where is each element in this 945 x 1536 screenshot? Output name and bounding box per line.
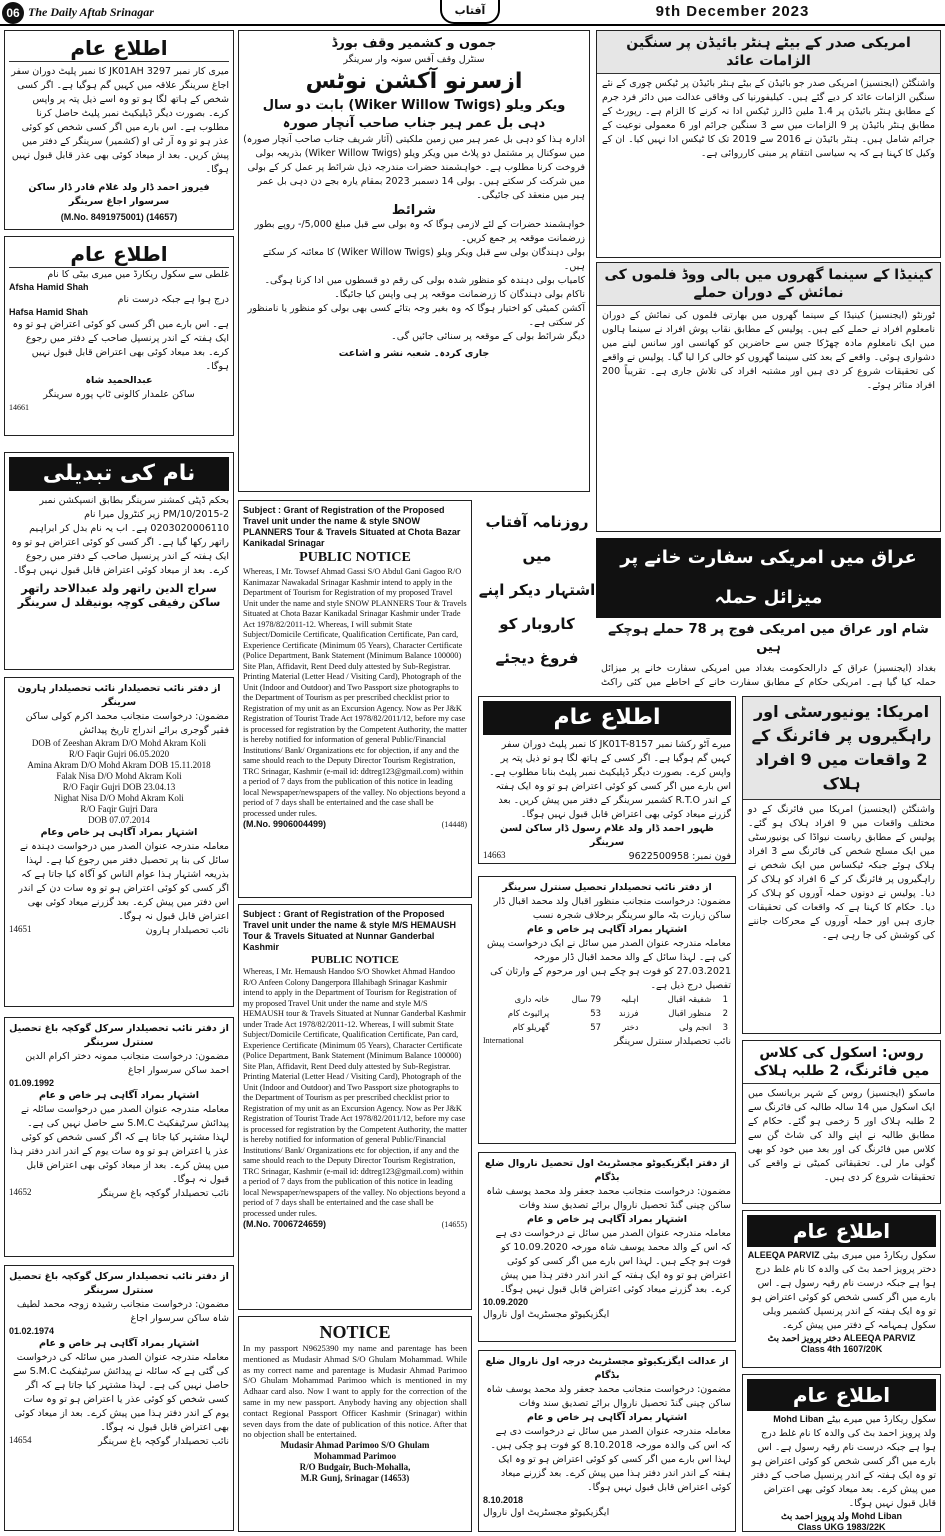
notice-body: معاملہ مندرجہ عنوان الصدر میں درخواست دہندہ نے سائل کی بنا پر تحصیل دفتر میں رجوع کیا ہے۔ لہذا بذریعہ اشتہار ہذا عوام الناس کو آگاہ کیا جاتا ہے کہ اگر کسی کو کوئی اعتراض ہو تو وہ سات دن کے اندر اس دفتر میں پیش کرے۔ بعد گزرنے میعاد کوئی بھی اعتراض قابل قبول نہ ہوگا۔	[18, 841, 229, 922]
notice-signature: سراج الدین راتھر ولد عبدالاحد راتھر	[21, 582, 217, 595]
notice-body: میری کار نمبر 3297 JK01AH کا نمبر پلیٹ دوران سفر اجاغ سرینگر علاقہ میں کہیں گم ہوگیا ہے۔ اگر کسی شخص کے ہاتھ لگا ہو تو وہ اسے ذیل پتہ پر واپس کرے۔ بصورت دیگر ڈپلیکیٹ نمبر پلیٹ حاصل کرنا مطلوب ہے۔ اس بارے میں اگر کسی شخص کو کوئی عذر ہو تو وہ آر ٹی او (کشمیر) سرینگر کے دفتر میں پیش کریں۔ بعد از میعاد کوئی بھی عذر قابل قبول نہیں ہوگا۔	[11, 66, 229, 175]
page-number: 06	[2, 2, 24, 24]
news-body: ماسکو (ایجنسیز) روس کے شہر بریانسک میں ایک اسکول میں 14 سالہ طالبہ کی فائرنگ سے 2 طلبہ ہلاک اور 5 زخمی ہو گئے۔ حکام کے مطابق طالبہ نے اپنے والد کی شاٹ گن سے کلاس میں فائرنگ کی اور بعد میں خود کو بھی گولی مار لی۔ تحقیقاتی کمیٹی نے واقعے کی تحقیقات شروع کر دی ہیں۔	[748, 1088, 935, 1183]
notice-intro: مضمون: درخواست منجانب منظور اقبال ولد محمد اقبال ڈار ساکن زیارت بٹہ مالو سرینگر برخلاف شجرہ نسب	[493, 896, 731, 921]
correct-name: Hafsa Hamid Shah	[9, 307, 89, 317]
cell: 53	[590, 1009, 602, 1019]
notice-sign: نائب تحصیلدار سنترل سرینگر	[614, 1036, 731, 1047]
auction-title: ازسرنو آکشن نوٹس	[305, 69, 523, 94]
notice-intro: مضمون: درخواست منجانب محمد جعفر ولد محمد یوسف شاہ ساکن چینی گنڈ تحصیل ناروال برائے تصدیق سند وفات	[486, 1186, 731, 1211]
notice-signature: ظہور احمد ڈار ولد غلام رسول ڈار ساکن لسن سرینگر	[500, 823, 714, 848]
notice-body: معاملہ مندرجہ عنوان الصدر میں سائلہ کی درخواست کی گئی ہے کہ سائلہ نے پیدائش سرٹیفکیٹ S.M.C سے حاصل نہیں کی ہے۔ لہذا مشتہر کیا جاتا ہے کہ اگر کسی شخص کو کوئی عذر یا اعتراض ہو تو وہ سات یوم کے اندر دفتر ہذا میں پیش کرے۔ بعد از میعاد کوئی بھی اعتراض قابل قبول نہ ہوگا۔	[13, 1352, 229, 1433]
condition-item: آکشن کمیٹی کو اختیار ہوگا کہ وہ بغیر وجہ بتائے کسی بھی بولی کو منظور یا نامنظور کر سکتی ہے۔	[247, 303, 585, 328]
notice-subject: Subject : Grant of Registration of the Proposed Travel unit under the name & style SNOW PLANNERS Tour & Travels Situated at Chota Bazar Kanikadal Srinagar	[243, 505, 461, 548]
news-russia-school	[742, 1040, 941, 1204]
notice-subheading: اشتہار بمراد آگاہی ہر خاص و عام	[38, 1338, 200, 1349]
death-date: 8.10.2018	[483, 1495, 524, 1505]
conditions-title: شرائط	[391, 203, 437, 218]
news-iraq-embassy	[596, 538, 941, 690]
notice-line: سکول ریکارڈ میں میری بیٹی	[822, 1250, 936, 1261]
table-row	[483, 1021, 731, 1035]
notice-body: معاملہ مندرجہ عنوان الصدر میں سائل نے درخواست دی ہے کہ اس کے والد محمد یوسف شاہ مورخہ 10.09.2020 کو فوت ہو چکے ہیں۔ لہذا اس بارے میں اگر کسی کو کوئی اعتراض ہو تو وہ ایک ہفتہ کے اندر اندر دفتر ہذا میں پیش کرے۔ بعد گزرنے میعاد کوئی اعتراض قابل قبول نہیں ہوگا۔	[495, 1228, 731, 1295]
notice-subheading: اشتہار بمراد آگاہی ہر خاص و عام	[526, 1214, 688, 1225]
notice-body: معاملہ مندرجہ عنوان الصدر میں سائل نے درخواست دی ہے کہ اس کی والدہ مورخہ 8.10.2018 کو فوت ہو چکی ہیں۔ لہذا اس بارے میں اگر کسی کو کوئی اعتراض ہو تو وہ ایک ہفتہ کے اندر اندر دفتر ہذا میں پیش کرے۔ بعد گزرنے میعاد کوئی اعتراض قابل قبول نہیں ہوگا۔	[490, 1426, 731, 1493]
cell: فرزند	[618, 1009, 639, 1019]
notice-phone: فون نمبر: 9622500958	[628, 851, 731, 862]
notice-car-plate	[4, 30, 234, 230]
notice-dob-mamoona	[4, 1017, 234, 1257]
notice-sign: ایگزیکیوٹو مجسٹریٹ اول ناروال	[483, 1309, 610, 1320]
notice-title: اطلاع عام	[9, 35, 229, 62]
news-headline: امریکا: یونیورسٹی اور راہگیروں پر فائرنگ کے 2 واقعات میں 9 افراد ہلاک	[743, 697, 940, 800]
notice-death-1	[478, 1152, 736, 1342]
notice-intro: مضمون: درخواست منجانب محمد اکرم کولی ساکن فقیر گوجری برائے اندراج تاریخ پیدائش	[25, 711, 229, 736]
notice-death-2	[478, 1350, 736, 1532]
notice-line: درج ہوا ہے جبکہ درست نام	[117, 294, 229, 305]
dob-entry: DOB 07.07.2014	[88, 815, 150, 825]
waqf-auction-notice	[238, 30, 590, 492]
notice-intro: مضمون: درخواست منجانب محمد جعفر ولد محمد یوسف شاہ ساکن چینی گنڈ تحصیل ناروال برائے تصدیق سند وفات	[486, 1384, 731, 1409]
cell: 3	[722, 1023, 728, 1033]
notice-title: PUBLIC NOTICE	[311, 954, 399, 966]
promo-line: روزنامہ آفتاب میں	[485, 513, 589, 565]
notice-address: ساکن رفیقی کوچہ بونیقلد ل سرینگر	[17, 596, 221, 609]
student-name: ALEEQA PARVIZ	[747, 1250, 820, 1260]
notice-body: معاملہ مندرجہ عنوان الصدر میں سائل نے ایک درخواست پیش کی ہے۔ لہذا سائل کے والد محمد اقبال ڈار مورخہ 27.03.2021 کو فوت ہو چکے ہیں اور مرحوم کے وارثان کی تفصیل درج ذیل ہے۔	[487, 938, 731, 991]
notice-contact: (M.No. 7006724659)	[243, 1219, 327, 1229]
notice-ref: 14654	[9, 1435, 32, 1445]
news-body: بغداد (ایجنسیز) عراق کے دارالحکومت بغداد میں امریکی سفارت خانے پر میزائل حملہ کیا گیا ہے۔ امریکی حکام کے مطابق سفارت خانے کے احاطے میں کئی راکٹ	[601, 663, 936, 688]
notice-dob-akram	[4, 677, 234, 1007]
notice-signature: فیروز احمد ڈار ولد غلام قادر ڈار ساکن سرسوار اجاغ سرینگر	[28, 182, 210, 207]
notice-ref: (14448)	[441, 820, 467, 829]
office-header: از عدالت ایگزیکیوٹو مجسٹریٹ درجہ اول ناروال ضلع بڈگام	[485, 1356, 729, 1381]
notice-intro: مضمون: درخواست منجانب ممونہ دختر اکرام الدین احمد ساکن سرسوار اجاغ	[25, 1051, 229, 1076]
paper-logo: آفتاب	[440, 0, 500, 24]
dob-entry: R/O Faqir Gujri DOB 23.04.13	[62, 782, 176, 792]
public-notice-snow-planners	[238, 500, 472, 898]
notice-title: اطلاع عام	[9, 241, 229, 268]
office-header: از دفتر نائب تحصیلدار نائب تحصیلدار ہارون سرینگر	[17, 683, 221, 708]
dob-entry: Nighat Nisa D/O Mohd Akram Koli	[54, 793, 184, 803]
masthead	[0, 0, 945, 26]
condition-item: خواہشمند حضرات کے لئے لازمی ہوگا کہ وہ بولی سے قبل مبلغ 5,000/- روپے بطور زرضمانت موقعہ پر جمع کریں۔	[254, 219, 585, 244]
news-us-shooting	[742, 696, 941, 1034]
notice-body: بحکم ڈپٹی کمشنر سرینگر بطابق انسپکشن نمبر PM/10/2015-2 زیر کنٹرول میرا نام 0203020006110 ہے۔ اب یہ نام بدل کر ابراہیم راتھر رکھا گیا ہے۔ اگر کسی کو کوئی اعتراض ہو تو وہ ایک ہفتہ کے اندر پرنسپل صاحب کے دفتر میں رجوع کرے۔ بعد از میعاد کوئی اعتراض قابل قبول نہیں ہوگا۔	[11, 495, 229, 576]
notice-body: معاملہ مندرجہ عنوان الصدر میں درخواست سائلہ نے پیدائش سرٹیفکیٹ S.M.C سے حاصل نہیں کی ہے۔ لہذا مشتہر کیا جاتا ہے کہ اگر کسی شخص کو کوئی عذر یا اعتراض ہو تو وہ سات یوم کے اندر اندر دفتر ہذا میں پیش کرے۔ بعد از میعاد کوئی بھی اعتراض قابل قبول نہ ہوگا۔	[10, 1104, 229, 1185]
notice-title: اطلاع عام	[747, 1215, 936, 1247]
dob-date: 01.09.1992	[9, 1078, 55, 1088]
news-body: ٹورنٹو (ایجنسیز) کینیڈا کے سینما گھروں میں بھارتی فلموں کی نمائش کے دوران نامعلوم افراد نے حملے کیے ہیں۔ پولیس کے مطابق نقاب پوش افراد نے سینما ہالوں میں ایک نامعلوم مادہ چھڑکا جس سے حاضرین کو کھانسی اور سانس لینے میں دشواری ہوئی۔ واقعے کے بعد کئی سینما گھروں کو خالی کرا لیا گیا۔ پولیس نے واقعے کی تحقیقات شروع کر دی ہیں اور مشتبہ افراد کی تلاش جاری ہے۔ تقریباً 200 افراد متاثر ہوئے۔	[602, 310, 935, 391]
passport-notice	[238, 1316, 472, 1532]
dob-date: 01.02.1974	[9, 1326, 55, 1336]
org-name: جموں و کشمیر وقف بورڈ	[331, 36, 497, 51]
notice-signature: ALEEQA PARVIZ دختر پرویز احمد بٹ	[767, 1333, 916, 1343]
class-admission: Class 4th 1607/20K	[800, 1344, 883, 1354]
news-body: واشنگٹن (ایجنسیز) امریکی صدر جو بائیڈن کے بیٹے ہنٹر بائیڈن پر ٹیکس چوری کے نئے سنگین الزامات عائد کر دیے گئے ہیں۔ کیلیفورنیا کی وفاقی عدالت میں دائر فرد جرم کے مطابق ہنٹر بائیڈن پر 1.4 ملین ڈالرز ٹیکس ادا نہ کرنے کا الزام ہے۔ رپورٹ کے مطابق ہنٹر بائیڈن پر 9 الزامات میں سے 3 سنگین جرائم اور 6 معمولی نوعیت کے جرائم شامل ہیں۔ ہنٹر بائیڈن نے 2016 سے 2019 تک کا ٹیکس ادا نہیں کیا۔ ان کے وکیل کا کہنا ہے کہ یہ سیاسی انتقام پر مبنی کارروائی ہے۔	[602, 78, 935, 159]
cell: پرائیوٹ کام	[507, 1009, 550, 1019]
news-subheadline: شام اور عراق میں امریکی فوج پر 78 حملے ہوچکے ہیں	[608, 622, 929, 655]
cell: دختر	[622, 1023, 639, 1033]
student-name: Mohd Liban	[773, 1414, 824, 1424]
cell: گھریلو کام	[512, 1023, 550, 1033]
notice-aleeqa	[742, 1210, 941, 1368]
heirs-table	[483, 993, 731, 1035]
notice-title: اطلاع عام	[483, 701, 731, 735]
notice-title: PUBLIC NOTICE	[299, 550, 411, 565]
notice-body: Whereas, I Mr. Towsef Ahmad Gassi S/O Abdul Gani Gagoo R/O Kanimazar Nawakadal Srinagar Kashmir intend to apply in the Department of Tourism for Registration of my proposed Travel Unit under the name and style SNOW PLANNERS Tour & Travels Situated at Chota Bazar Kanikadal Srinagar Kashmir under Trade Act 1978/82/2011-12. Whereas, I will submit State Subject/Domicile Certificate, Qualification Certificate, Pan card, Experience Certificate (Minimum 05 Years), Character Certificate (Police Department, Bank Statement (Minimum Balance 100000) Site Plan, Affidavit, Rent Deed duly attested by Sub-Registrar. Printing Material (Letter Head / Visiting Card), Photograph of the Unit (Indoor and Outdoor) and Two Passport size photographs to the Department of Tourism as per prescribed checklist prior to Registration of my unit as an Excursion Agency. Now as Per J&K Registration of Tourist Trade Act 1978/82/2011/12, before my case is processed for registration by the Competent Authority, the matter is hereby notified for information of general Public/Financial Institutions/ Bank/ Organizations etc for objection, if any and the same should reach to the Deputy Director Tourism Registration, TRC Srinagar, Kashmir (e-mail id: ddtreg123@gmail.com) within a period of 7 days from the publication of this notice in leading local Newspaper/newspapers of the valley. No objections beyond a period of 7 days shall be entertained and the case shall be processed under rules.	[243, 567, 467, 818]
notice-ref: 14652	[9, 1187, 32, 1197]
notice-sign: نائب تحصیلدار ہارون	[145, 925, 229, 936]
news-headline: کینیڈا کے سینما گھروں میں بالی ووڈ فلموں کی نمائش کے دوران حملے	[597, 263, 940, 306]
condition-item: دیگر شرائط بولی کے موقعہ پر سنائی جائیں گی۔	[391, 331, 585, 342]
notice-ref: (14653)	[380, 1473, 410, 1484]
notice-subheading: اشتہار بمراد آگاہی ہر خاص و عام	[526, 924, 688, 935]
dob-entry: R/O Faqir Gujri Dara	[80, 804, 158, 814]
cell: اہلیہ	[620, 995, 639, 1005]
org-sub: سنٹرل وقف آفس سونہ وار سرینگر	[343, 54, 485, 65]
notice-subheading: اشتہار بمراد آگاہی ہر خاص وعام	[40, 827, 198, 838]
notice-signature: Mohd Liban ولد پرویز احمد بٹ	[781, 1511, 902, 1521]
promo-line: اشتہار دیکر اپنے	[478, 581, 596, 599]
cell: انجم ولی	[678, 1023, 712, 1033]
table-row	[483, 1007, 731, 1021]
office-header: از دفتر نائب تحصیلدار سرکل گوکچہ باغ تحصیل سنترل سرینگر	[9, 1023, 229, 1048]
notice-sign: نائب تحصیلدار گوکچہ باغ سرینگر	[98, 1188, 229, 1199]
notice-body: ولد پرویز احمد بٹ کی والدہ کا نام غلط درج ہوا ہے جبکہ درست نام رقیہ رسول ہے۔ اس بارے میں اگر کسی شخص کو کوئی اعتراض ہو تو وہ ایک ہفتہ کے اندر پرنسپل صاحب کے دفتر میں پیش کرے۔ بعد میعاد کوئی بھی اعتراض قابل قبول نہیں ہوگا۔	[751, 1428, 936, 1509]
news-hunter-biden	[596, 30, 941, 258]
notice-address: R/O Budgair, Buch-Mohalla,	[299, 1462, 411, 1473]
notice-dob-rashida	[4, 1265, 234, 1531]
public-notice-hemaush	[238, 904, 472, 1310]
condition-item: کامیاب بولی دہندہ کو منظور شدہ بولی کی رقم دو قسطوں میں ادا کرنا ہوگی۔	[264, 275, 585, 286]
auction-item: ویکر ویلو (Wiker Willow Twigs) بابت دو سال	[262, 98, 566, 113]
notice-signature: Mohammad Parimoo	[313, 1451, 397, 1462]
wrong-name: Afsha Hamid Shah	[9, 282, 89, 292]
notice-subject: Subject : Grant of Registration of the Proposed Travel unit under the name & style M/S HEMAUSH Tour & Travels Situated at Nunnar Ganderbal Kashmir	[243, 909, 457, 952]
condition-item: ناکام بولی دہندگان کا زرضمانت موقعہ پر ہی واپس کیا جائیگا۔	[334, 289, 585, 300]
cell: 2	[722, 1009, 728, 1019]
notice-intro: مضمون: درخواست منجانب رشیدہ زوجہ محمد لطیف شاہ ساکن سرسوار اجاغ	[16, 1299, 229, 1324]
news-headline: عراق میں امریکی سفارت خانے پر میزائل حملہ	[596, 538, 941, 618]
notice-subheading: اشتہار بمراد آگاہی ہر خاص و عام	[38, 1090, 200, 1101]
notice-contact: (M.No. 9906004499)	[243, 819, 327, 829]
auction-body: ادارہ ہذا کو دہی بل عمر ہیر میں زمین ملکیتی (آثار شریف جناب صاحب آنچار صورہ) میں سوکنال پر مشتمل دو پلاٹ میں ویکر ویلو (Wiker Willow Twigs) بذریعہ بولی فروخت کرنا مطلوب ہے۔ خواہشمند حضرات مندرجہ ذیل شرائط پر عمل کر کے بولی میں شرکت کر سکتے ہیں۔ بولی 14 دسمبر 2023 بمقام یارہ بجے دن دہی بل عمر ہیر میں منعقد کی جائیگی۔	[243, 134, 585, 201]
class-admission: Class UKG 1983/22K	[797, 1522, 886, 1532]
notice-title: NOTICE	[319, 1322, 391, 1342]
notice-line: سکول ریکارڈ میں میرے بیٹے	[826, 1414, 936, 1425]
notice-address: ساکن علمدار کالونی ٹاپ پورہ سرینگر	[43, 389, 195, 400]
notice-signature: Mudasir Ahmad Parimoo S/O Ghulam	[280, 1440, 430, 1451]
notice-sign: ایگزیکیوٹو مجسٹریٹ اول ناروال	[483, 1507, 610, 1518]
notice-sign: نائب تحصیلدار گوکچہ باغ سرینگر	[98, 1436, 229, 1447]
notice-mohd-liban	[742, 1374, 941, 1532]
notice-address: M.R Gunj, Srinagar	[300, 1473, 379, 1484]
cell: منظور اقبال	[668, 1009, 712, 1019]
notice-line: غلطی سے سکول ریکارڈ میں میری بیٹی کا نام	[47, 269, 229, 280]
auction-place: دہی بل عمر ہیر جناب صاحب آنچار صورہ	[282, 116, 546, 131]
notice-ref: International	[483, 1036, 524, 1045]
news-headline: امریکی صدر کے بیٹے ہنٹر بائیڈن پر سنگین الزامات عائد	[597, 31, 940, 74]
notice-title: اطلاع عام	[747, 1379, 936, 1411]
notice-body: میرے آٹو رکشا نمبر JK01T-8157 کا نمبر پلیٹ دوران سفر کہیں گم ہوگیا ہے۔ اگر کسی کے ہاتھ لگا ہو تو ذیل پتہ پر واپس کرے۔ بصورت دیگر ڈپلیکیٹ نمبر پلیٹ بنانا مطلوب ہے۔ اس بارے میں اگر کسی کو کوئی اعتراض ہو تو وہ ایک ہفتہ کے اندر R.T.O کشمیر سرینگر کے دفتر میں پیش کریں۔ بعد گزرنے میعاد کوئی بھی اعتراض قابل قبول نہیں ہوگا۔	[489, 739, 731, 820]
table-row	[483, 993, 731, 1007]
office-header: از دفتر ایگزیکیوٹو مجسٹریٹ اول تحصیل ناروال ضلع بڈگام	[484, 1158, 730, 1183]
dob-entry: DOB of Zeeshan Akram D/O Mohd Akram Koli	[31, 738, 207, 748]
notice-contact: (M.No. 8491975001) (14657)	[60, 212, 178, 222]
death-date: 10.09.2020	[483, 1297, 529, 1307]
cell: 1	[722, 995, 728, 1005]
notice-heirs	[478, 876, 736, 1144]
issuer: جاری کردہ۔ شعبہ نشر و اشاعت	[338, 348, 490, 359]
dob-entry: Falak Nisa D/O Mohd Akram Koli	[56, 771, 182, 781]
office-header: از دفتر نائب تحصیلدار تحصیل سنترل سرینگر	[502, 882, 712, 893]
condition-item: بولی دہندگان بولی سے قبل ویکر ویلو (Wiker Willow Twigs) کا معائنہ کر سکتے ہیں۔	[262, 247, 585, 272]
notice-ref: 14661	[9, 403, 29, 412]
dob-entry: Amina Akram D/O Mohd Akram DOB 15.11.2018	[27, 760, 211, 770]
news-body: واشنگٹن (ایجنسیز) امریکا میں فائرنگ کے دو مختلف واقعات میں 9 افراد ہلاک ہو گئے۔ پولیس کے مطابق ریاست نیواڈا کی یونیورسٹی میں ایک مسلح شخص کی فائرنگ سے 3 افراد ہلاک ہوئے جبکہ ٹیکساس میں ایک شخص نے راہگیروں پر فائرنگ کر کے 6 افراد کو ہلاک کر دیا۔ پولیس نے دونوں حملہ آوروں کو ہلاک کر دیا۔ حکام کا کہنا ہے کہ واقعات کی تحقیقات جاری ہیں اور حملہ آوروں کے محرکات جاننے کی کوشش کی جا رہی ہے۔	[748, 804, 936, 941]
notice-ref: 14651	[9, 924, 32, 934]
dob-entry: R/O Faqir Gujri 06.05.2020	[68, 749, 170, 759]
notice-body: In my passport N9625390 my name and parentage has been mentioned as Mudasir Ahmad S/O Ghulam Mohammad. While as my correct name and parentage is Mudasir Ahmad Parimoo S/O Ghulam Mohammad Parimoo which is mentioned in my Adhaar card also. Now I want to apply for the correction of the same in my new passport. Anybody having any objection shall contact Regional Passport Officer Kashmir (Srinagar) within seven days from the date of publication of this notice. After that no objection shall be entertained.	[243, 1343, 467, 1440]
office-header: از دفتر نائب تحصیلدار سرکل گوکچہ باغ تحصیل سنترل سرینگر	[9, 1271, 229, 1296]
cell: خانہ داری	[514, 995, 550, 1005]
notice-auto-plate	[478, 696, 736, 864]
notice-ref: 14663	[483, 850, 506, 860]
notice-signature: عبدالحمید شاہ	[85, 375, 153, 386]
notice-body: دختر پرویز احمد بٹ کی والدہ کا نام غلط درج ہوا ہے جبکہ درست نام رقیہ رسول ہے۔ اس بارے میں اگر کسی شخص کو کوئی اعتراض ہو تو وہ ایک ہفتہ کے اندر پرنسپل کشمیر ویلی سکول ہمہامہ کے دفتر میں پیش کرے۔	[751, 1264, 936, 1331]
paper-name: The Daily Aftab Srinagar	[28, 5, 154, 19]
cell: 79 سال	[571, 995, 602, 1005]
promo-box	[478, 505, 596, 665]
news-canada-cinema	[596, 262, 941, 532]
notice-name-change	[4, 452, 234, 670]
notice-subheading: اشتہار بمراد آگاہی ہر خاص و عام	[526, 1412, 688, 1423]
cell: شفیقہ اقبال	[667, 995, 712, 1005]
notice-name-correction	[4, 236, 234, 436]
notice-body: Whereas, I Mr. Hemaush Handoo S/O Showket Ahmad Handoo R/O Anfeen Colony Dangerpora Illahibagh Srinagar Kashmir intend to apply in the Department of Tourism for Registration of my proposed Travel Unit under the name and style M/S HEMAUSH tour & Travels Situated at Nunnar Ganderbal Kashmir under Trade Act 1978/82/2011-12. Whereas, I will submit State Subject/Domicile Certificate, Qualification Certificate, Pan card, Experience Certificate (Minimum 05 Years), Character Certificate (Police Department, Bank Statement (Minimum Balance 100000) Site Plan, Affidavit, Rent Deed duly attested by Sub-Registrar. Printing Material (Letter Head / Visiting Card), Photograph of the Unit (Indoor and Outdoor) and Two Passport size photographs to the Department of Tourism as per prescribed checklist prior to Registration of my unit as an Excursion Agency. Now as Per J&K Registration of Tourist Trade Act 1978/82/2011/12, before my case is processed for registration by the Competent Authority, the matter is hereby notified for information of general Public/Financial Institutions/ Bank/ Organizations etc for objection, if any and the same should reach to the Deputy Director Tourism Registration, TRC Srinagar, Kashmir (e-mail id: ddtreg123@gmail.com) within a period of 7 days from the publication of this notice in leading local Newspaper/newspapers of the valley. No objections beyond a period of 7 days shall be entertained and the case shall be processed under rules.	[243, 967, 467, 1218]
promo-line: کاروبار کو فروغ دیجئے	[495, 615, 579, 667]
notice-body: ہے۔ اس بارے میں اگر کسی کو کوئی اعتراض ہو تو وہ ایک ہفتہ کے اندر پرنسپل صاحب کے دفتر میں رجوع کرے۔ بعد میعاد کوئی بھی اعتراض قابل قبول نہیں ہوگا۔	[12, 319, 229, 372]
news-headline: روس: اسکول کی کلاس میں فائرنگ، 2 طلبہ ہلاک	[743, 1041, 940, 1084]
notice-ref: (14655)	[441, 1220, 467, 1229]
notice-title: نام کی تبدیلی	[9, 457, 229, 491]
issue-date: 9th December 2023	[655, 3, 810, 20]
cell: 57	[590, 1023, 602, 1033]
